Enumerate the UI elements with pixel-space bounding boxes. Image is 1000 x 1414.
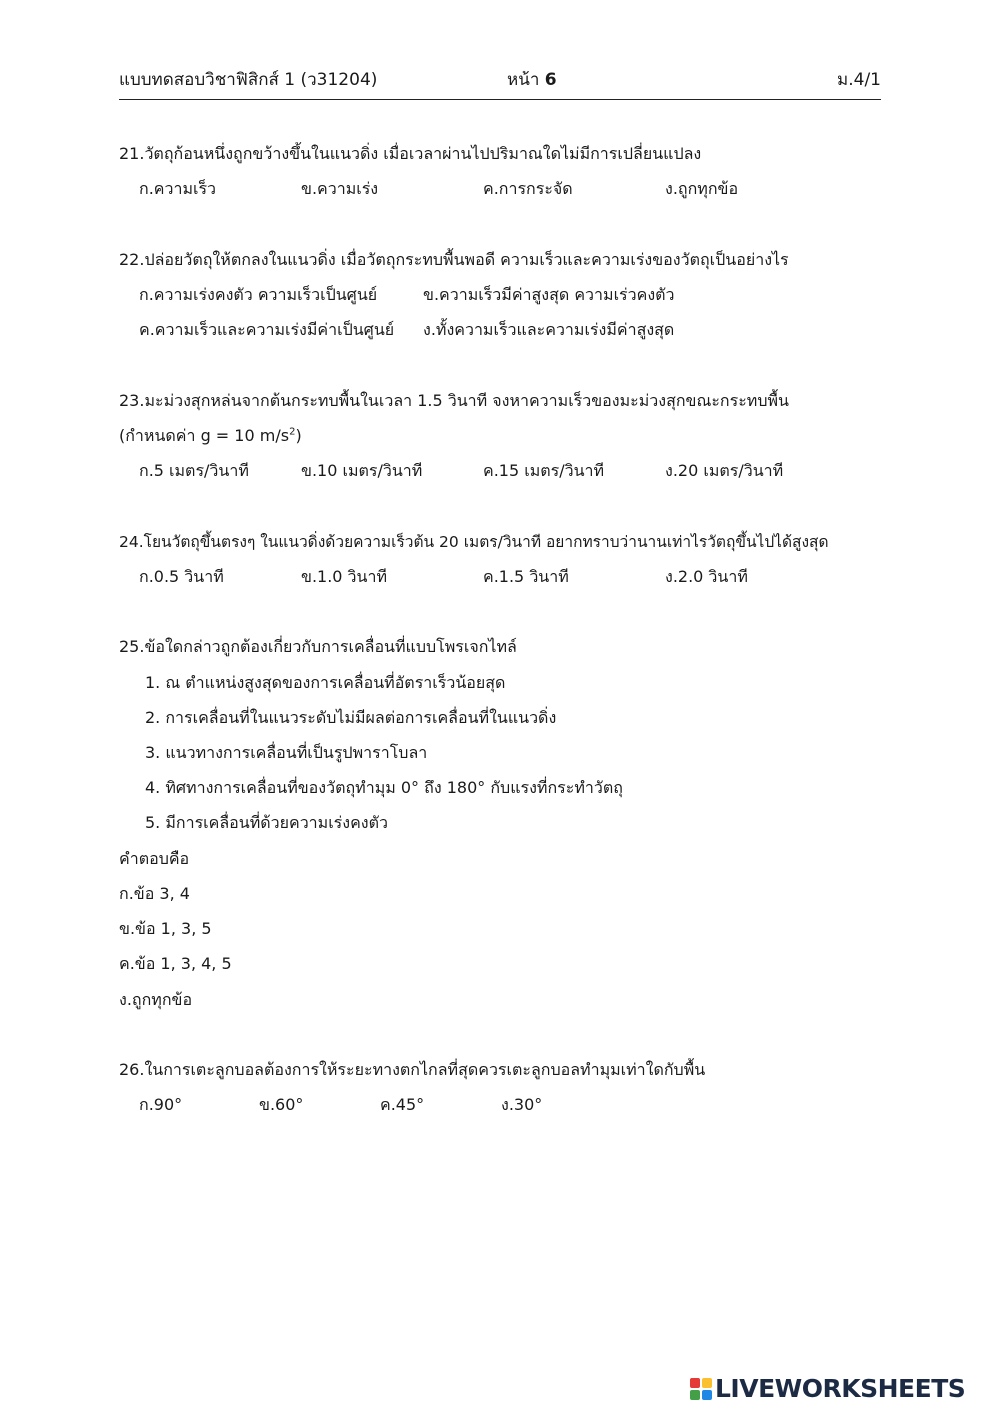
liveworksheets-logo	[690, 1374, 965, 1403]
page-label: หน้า	[507, 70, 540, 90]
q26-option-b[interactable]: ข.60°	[259, 1095, 304, 1114]
page-value: 6	[544, 70, 557, 90]
q26-option-c[interactable]: ค.45°	[380, 1095, 425, 1114]
question-23: 23.มะม่วงสุกหล่นจากต้นกระทบพื้นในเวลา 1.5 วินาที จงหาความเร็วของมะม่วงสุกขณะกระทบพื้น	[119, 391, 789, 410]
page-number	[507, 68, 557, 92]
q21-option-c[interactable]: ค.การกระจัด	[483, 179, 573, 198]
q26-option-d[interactable]: ง.30°	[501, 1095, 543, 1114]
q25-answer-label: คำตอบคือ	[119, 849, 190, 868]
q25-option-c[interactable]: ค.ข้อ 1, 3, 4, 5	[119, 954, 232, 973]
q23-option-a[interactable]: ก.5 เมตร/วินาที	[139, 461, 249, 480]
q25-statement-4: 4. ทิศทางการเคลื่อนที่ของวัตถุทำมุม 0° ถึง 180° กับแรงที่กระทำวัตถุ	[145, 778, 623, 797]
q25-statement-2: 2. การเคลื่อนที่ในแนวระดับไม่มีผลต่อการเคลื่อนที่ในแนวดิ่ง	[145, 708, 557, 727]
q23-given	[119, 424, 302, 448]
q23-given-prefix: (กำหนดค่า g = 10 m/s	[119, 426, 290, 445]
question-25: 25.ข้อใดกล่าวถูกต้องเกี่ยวกับการเคลื่อนที่แบบโพรเจกไทล์	[119, 637, 517, 656]
q24-option-a[interactable]: ก.0.5 วินาที	[139, 567, 224, 586]
q22-option-d[interactable]: ง.ทั้งความเร็วและความเร่งมีค่าสูงสุด	[423, 320, 675, 339]
q23-given-sup: 2	[289, 426, 296, 438]
q21-option-a[interactable]: ก.ความเร็ว	[139, 179, 217, 198]
q26-option-a[interactable]: ก.90°	[139, 1095, 183, 1114]
logo-text: LIVEWORKSHEETS	[715, 1374, 966, 1403]
q24-option-d[interactable]: ง.2.0 วินาที	[665, 567, 748, 586]
q25-option-a[interactable]: ก.ข้อ 3, 4	[119, 884, 190, 903]
q21-option-d[interactable]: ง.ถูกทุกข้อ	[665, 179, 739, 198]
q22-option-b[interactable]: ข.ความเร็วมีค่าสูงสุด ความเร่วคงตัว	[423, 285, 675, 304]
question-24: 24.โยนวัตถุขึ้นตรงๆ ในแนวดิ่งด้วยความเร็วต้น 20 เมตร/วินาที อยากทราบว่านานเท่าไรวัตถุขึ้นไปได้สูงสุด	[119, 533, 829, 551]
q24-option-b[interactable]: ข.1.0 วินาที	[301, 567, 388, 586]
q23-option-b[interactable]: ข.10 เมตร/วินาที	[301, 461, 423, 480]
q25-statement-3: 3. แนวทางการเคลื่อนที่เป็นรูปพาราโบลา	[145, 743, 428, 762]
q23-option-c[interactable]: ค.15 เมตร/วินาที	[483, 461, 605, 480]
q21-option-b[interactable]: ข.ความเร่ง	[301, 179, 379, 198]
question-21: 21.วัตถุก้อนหนึ่งถูกขว้างขึ้นในแนวดิ่ง เมื่อเวลาผ่านไปปริมาณใดไม่มีการเปลี่ยนแปลง	[119, 144, 702, 163]
q23-option-d[interactable]: ง.20 เมตร/วินาที	[665, 461, 784, 480]
q25-option-d[interactable]: ง.ถูกทุกข้อ	[119, 990, 193, 1009]
logo-mark-icon	[690, 1378, 712, 1400]
question-26: 26.ในการเตะลูกบอลต้องการให้ระยะทางตกไกลที่สุดควรเตะลูกบอลทำมุมเท่าใดกับพื้น	[119, 1060, 706, 1079]
q24-option-c[interactable]: ค.1.5 วินาที	[483, 567, 569, 586]
worksheet-title: แบบทดสอบวิชาฟิสิกส์ 1 (ว31204)	[119, 70, 378, 90]
class-label: ม.4/1	[837, 70, 881, 90]
q25-statement-1: 1. ณ ตำแหน่งสูงสุดของการเคลื่อนที่อัตราเร็วน้อยสุด	[145, 673, 506, 692]
header-divider	[119, 99, 881, 100]
q22-option-c[interactable]: ค.ความเร็วและความเร่งมีค่าเป็นศูนย์	[139, 320, 395, 339]
q23-given-suffix: )	[295, 426, 302, 445]
q25-statement-5: 5. มีการเคลื่อนที่ด้วยความเร่งคงตัว	[145, 813, 388, 832]
question-22: 22.ปล่อยวัตถุให้ตกลงในแนวดิ่ง เมื่อวัตถุกระทบพื้นพอดี ความเร็วและความเร่งของวัตถุเป็นอย่างไร	[119, 250, 789, 269]
q25-option-b[interactable]: ข.ข้อ 1, 3, 5	[119, 919, 212, 938]
q22-option-a[interactable]: ก.ความเร่งคงตัว ความเร็วเป็นศูนย์	[139, 285, 378, 304]
